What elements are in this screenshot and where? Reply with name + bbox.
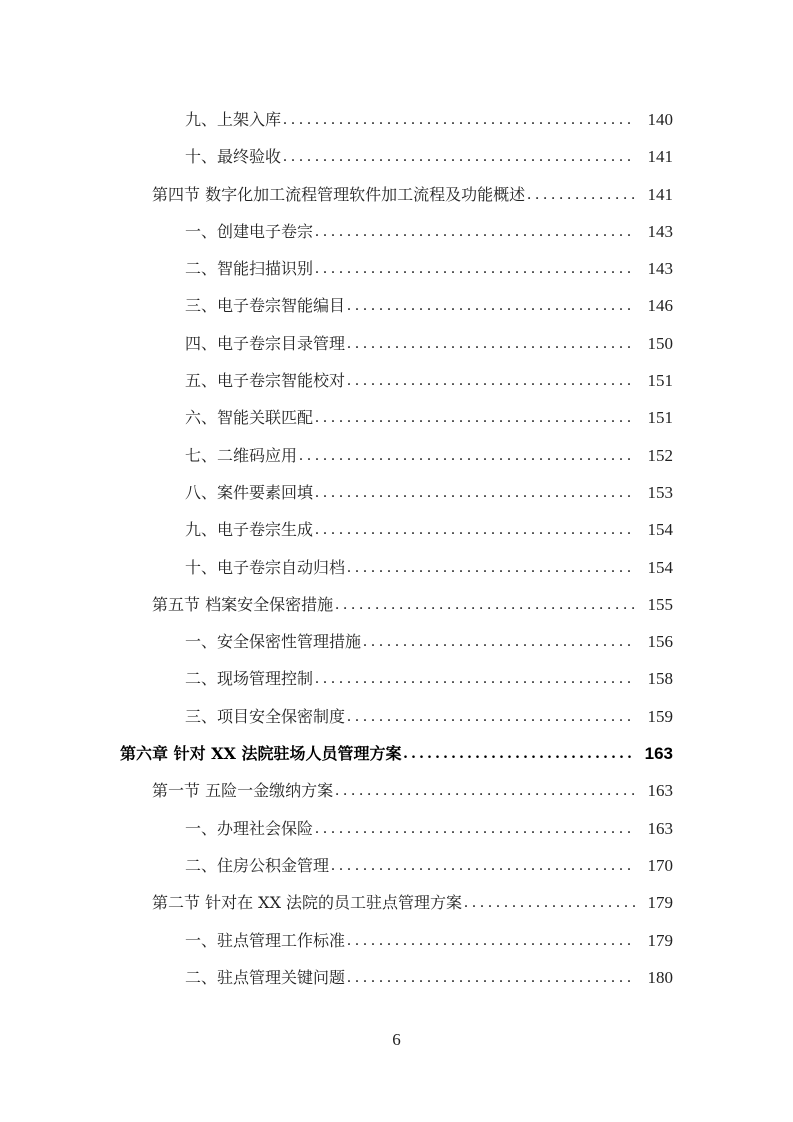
toc-entry-page: 153 [647,482,673,502]
dot-leader [347,362,635,399]
toc-subsection-entry[interactable] [0,511,793,548]
dot-leader [315,511,635,548]
toc-entry-page: 180 [647,967,673,987]
dot-leader [335,586,635,623]
dot-leader [315,399,635,436]
toc-entry-page: 154 [647,520,673,540]
toc-entry-page: 163 [644,744,673,764]
toc-entry-title: 十、最终验收 [185,147,282,167]
dot-leader [315,660,635,697]
toc-subsection-entry[interactable] [0,250,793,287]
toc-entry-page: 155 [647,594,673,614]
toc-entry-title: 一、驻点管理工作标准 [185,930,346,950]
toc-entry-page: 170 [647,855,673,875]
toc-entry-page: 146 [647,296,673,316]
toc-entry-page: 143 [647,221,673,241]
toc-entry-title: 三、电子卷宗智能编目 [185,296,346,316]
toc-entry-page: 154 [647,557,673,577]
dot-leader [331,847,635,884]
toc-entry-title: 八、案件要素回填 [185,482,314,502]
toc-entry-page: 141 [647,184,673,204]
dot-leader [315,250,635,287]
toc-entry-title: 九、电子卷宗生成 [185,520,314,540]
toc-subsection-entry[interactable] [0,399,793,436]
toc-entry-title: 二、驻点管理关键问题 [185,967,346,987]
toc-entry-title: 五、电子卷宗智能校对 [185,371,346,391]
dot-leader [347,325,635,362]
toc-subsection-entry[interactable] [0,959,793,996]
dot-leader [315,810,635,847]
toc-entry-page: 156 [647,632,673,652]
dot-leader [283,101,635,138]
toc-subsection-entry[interactable] [0,325,793,362]
toc-entry-page: 151 [647,371,673,391]
toc-subsection-entry[interactable] [0,660,793,697]
toc-subsection-entry[interactable] [0,847,793,884]
toc-entry-page: 163 [647,818,673,838]
toc-entry-title: 六、智能关联匹配 [185,408,314,428]
toc-entry-page: 179 [647,930,673,950]
toc-subsection-entry[interactable] [0,138,793,175]
toc-entry-page: 152 [647,445,673,465]
toc-subsection-entry[interactable] [0,474,793,511]
dot-leader [315,474,635,511]
toc-section-entry[interactable] [0,586,793,623]
toc-subsection-entry[interactable] [0,922,793,959]
toc-entry-page: 150 [647,333,673,353]
dot-leader [315,213,635,250]
dot-leader [347,549,635,586]
dot-leader [527,176,635,213]
toc-entry-title: 一、创建电子卷宗 [185,221,314,241]
toc-entry-title: 二、智能扫描识别 [185,259,314,279]
toc-subsection-entry[interactable] [0,287,793,324]
toc-entry-title: 第四节 数字化加工流程管理软件加工流程及功能概述 [152,184,526,204]
toc-entry-title: 四、电子卷宗目录管理 [185,333,346,353]
toc-entry-page: 140 [647,110,673,129]
toc-entry-title: 七、二维码应用 [185,445,298,465]
dot-leader [335,772,635,809]
toc-entry-page: 163 [647,781,673,801]
toc-section-entry[interactable] [0,884,793,921]
toc-entry-title: 第一节 五险一金缴纳方案 [152,781,334,801]
toc-entry-title: 十、电子卷宗自动归档 [185,557,346,577]
toc-entry-title: 第二节 针对在 XX 法院的员工驻点管理方案 [152,893,463,913]
toc-entry-title: 二、住房公积金管理 [185,855,330,875]
toc-entry-title: 二、现场管理控制 [185,669,314,689]
toc-section-entry[interactable] [0,176,793,213]
dot-leader [347,922,635,959]
dot-leader [347,698,635,735]
toc-entry-title: 第五节 档案安全保密措施 [152,594,334,614]
toc-subsection-entry[interactable] [0,437,793,474]
toc-entry-page: 158 [647,669,673,689]
toc-subsection-entry[interactable] [0,549,793,586]
dot-leader [347,287,635,324]
toc-chapter-entry[interactable] [0,735,793,772]
toc-subsection-entry[interactable] [0,698,793,735]
dot-leader [347,959,635,996]
table-of-contents [0,101,793,996]
toc-section-entry[interactable] [0,772,793,809]
toc-entry-page: 141 [647,147,673,167]
toc-entry-title: 第六章 针对 XX 法院驻场人员管理方案 [120,744,402,764]
toc-entry-title: 三、项目安全保密制度 [185,706,346,726]
toc-entry-title: 一、安全保密性管理措施 [185,632,362,652]
dot-leader [464,884,635,921]
toc-subsection-entry[interactable] [0,213,793,250]
dot-leader [404,735,635,772]
toc-entry-page: 151 [647,408,673,428]
dot-leader [283,138,635,175]
toc-subsection-entry[interactable] [0,362,793,399]
toc-subsection-entry[interactable] [0,810,793,847]
dot-leader [363,623,635,660]
toc-entry-title: 九、上架入库 [185,110,282,129]
toc-subsection-entry[interactable] [0,623,793,660]
page-number: 6 [392,1030,401,1049]
dot-leader [299,437,635,474]
toc-entry-title: 一、办理社会保险 [185,818,314,838]
toc-entry-page: 179 [647,893,673,913]
toc-subsection-entry[interactable] [0,101,793,138]
toc-entry-page: 159 [647,706,673,726]
toc-entry-page: 143 [647,259,673,279]
